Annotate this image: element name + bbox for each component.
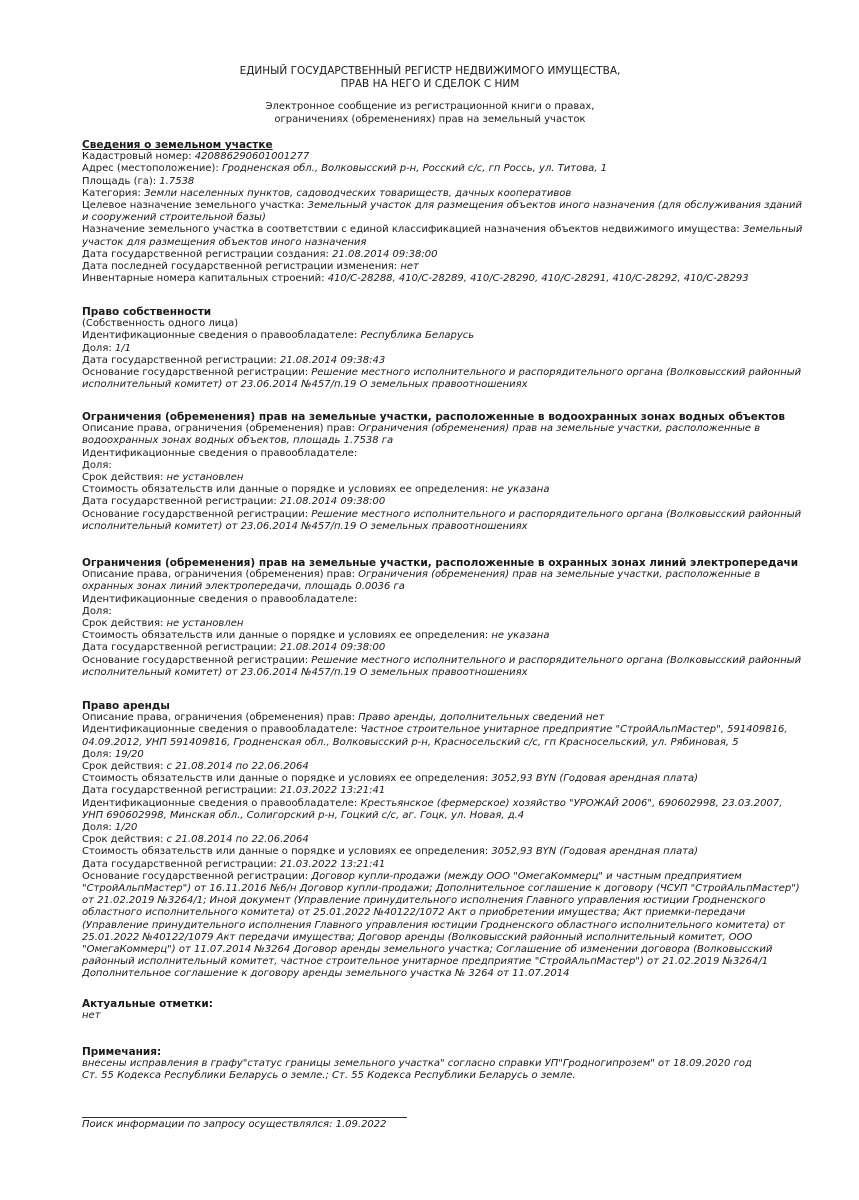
marks-heading: Актуальные отметки: (82, 998, 213, 1010)
document-subtitle: Электронное сообщение из регистрационной книги о правах, ограничениях (обременениях) прав на земельный участок (265, 101, 595, 125)
lease-holder1-term: Срок действия: с 21.08.2014 по 22.06.2064 (82, 761, 309, 773)
change-date: Дата последней государственной регистрации изменения: нет (82, 261, 419, 273)
water-share: Доля: (82, 459, 112, 471)
water-reg-basis: Основание государственной регистрации: Решение местного исполнительного и распорядительного органа (Волковысский районный исполнительный комитет) от 23.06.2014 №457/п.19 О земельных правоотношениях (82, 508, 802, 532)
water-zone-section (82, 411, 804, 533)
land-heading: Сведения о земельном участке (82, 139, 273, 151)
power-holder-id: Идентификационные сведения о правообладателе: (82, 593, 358, 605)
lease-holder1-reg-date: Дата государственной регистрации: 21.03.2022 13:21:41 (82, 785, 386, 797)
water-desc: Описание права, ограничения (обременения) прав: Ограничения (обременения) прав на земельные участки, расположенные в водоохранных зонах водных объектов, площадь 1.7538 га (82, 423, 761, 447)
water-zone-heading: Ограничения (обременения) прав на земельные участки, расположенные в водоохранных зонах водных объектов (82, 411, 785, 423)
lease-holder1-cost: Стоимость обязательств или данные о порядке и условиях ее определения: 3052,93 BYN (Годовая арендная плата) (82, 773, 699, 785)
lease-holder2-term: Срок действия: с 21.08.2014 по 22.06.2064 (82, 834, 309, 846)
creation-date: Дата государственной регистрации создания: 21.08.2014 09:38:00 (82, 248, 438, 260)
power-zone-heading: Ограничения (обременения) прав на земельные участки, расположенные в охранных зонах линий электропередачи (82, 557, 799, 569)
ownership-type: (Собственность одного лица) (82, 318, 239, 330)
area: Площадь (га): 1.7538 (82, 175, 195, 187)
power-desc: Описание права, ограничения (обременения) прав: Ограничения (обременения) прав на земельные участки, расположенные в охранных зонах линий электропередачи, площадь 0.0036 га (82, 569, 761, 593)
marks-value: нет (82, 1010, 101, 1022)
lease-section (82, 700, 804, 981)
inventory-numbers: Инвентарные номера капитальных строений: 410/C-28288, 410/C-28289, 410/C-28290, 410/C-28291, 410/C-28292, 410/C-28293 (82, 273, 749, 285)
land-section (82, 139, 804, 285)
lease-holder2-id: Идентификационные сведения о правообладателе: Крестьянское (фермерское) хозяйство "УРОЖАЙ 2006", 690602998, 23.03.2007, УНП 690602998, Минская обл., Солигорский р-н, Гоцкий с/с, аг. Гоцк, ул. Новая, д.4 (82, 797, 783, 821)
footer-divider (82, 1117, 407, 1118)
notes-section (82, 1046, 804, 1083)
lease-holder1-share: Доля: 19/20 (82, 748, 144, 760)
marks-section (82, 998, 804, 1022)
ownership-section (82, 306, 804, 391)
search-date-footer: Поиск информации по запросу осуществлялся: 1.09.2022 (82, 1119, 387, 1130)
owner-reg-date: Дата государственной регистрации: 21.08.2014 09:38:43 (82, 354, 386, 366)
lease-holder2-reg-date: Дата государственной регистрации: 21.03.2022 13:21:41 (82, 858, 386, 870)
water-term: Срок действия: не установлен (82, 472, 244, 484)
power-zone-section (82, 557, 804, 679)
lease-reg-basis: Основание государственной регистрации: Договор купли-продажи (между ООО "ОмегаКоммерц" и частным предприятием "СтройАльпМастер") от 16.11.2016 №6/н Договор купли-продажи; Дополнительное соглашение к договору (ЧСУП "СтройАльпМастер") от 21.02.2019 №3264/1; Иной документ (Управление принудительного исполнения Главного управления юстиции Гродненского областного исполнительного комитета) от 25.01.2022 №40122/1072 Акт о приобретении имущества; Акт приемки-передачи (Управление принудительного исполнения Главного управления юстиции Гродненского областного исполнительного комитета) от 25.01.2022 №40122/1079 Акт передачи имущества; Договор аренды (Волковысский районный исполнительный комитет, ООО "ОмегаКоммерц") от 11.07.2014 №3264 Договор аренды земельного участка; Соглашение об изменении договора (Волковысский районный исполнительный комитет, частное строительное унитарное предприятие "СтройАльпМастер") от 21.02.2019 №3264/1 Дополнительное соглашение к договору аренды земельного участка № 3264 от 11.07.2014 (82, 870, 800, 980)
lease-heading: Право аренды (82, 700, 170, 712)
power-reg-date: Дата государственной регистрации: 21.08.2014 09:38:00 (82, 642, 386, 654)
power-term: Срок действия: не установлен (82, 618, 244, 630)
lease-holder2-cost: Стоимость обязательств или данные о порядке и условиях ее определения: 3052,93 BYN (Годовая арендная плата) (82, 846, 699, 858)
power-cost: Стоимость обязательств или данные о порядке и условиях ее определения: не указана (82, 630, 550, 642)
power-share: Доля: (82, 605, 112, 617)
notes-line-2: Ст. 55 Кодекса Республики Беларусь о земле.; Ст. 55 Кодекса Республики Беларусь о земле. (82, 1070, 576, 1082)
notes-line-1: внесены исправления в графу"статус границы земельного участка" согласно справки УП"Гродногипрозем" от 18.09.2020 год (82, 1058, 752, 1070)
water-cost: Стоимость обязательств или данные о порядке и условиях ее определения: не указана (82, 484, 550, 496)
cadastral-number: Кадастровый номер: 420886290601001277 (82, 151, 310, 163)
document-title: ЕДИНЫЙ ГОСУДАРСТВЕННЫЙ РЕГИСТР НЕДВИЖИМОГО ИМУЩЕСТВА, ПРАВ НА НЕГО И СДЕЛОК С НИМ (239, 65, 621, 90)
owner-id: Идентификационные сведения о правообладателе: Республика Беларусь (82, 330, 475, 342)
water-holder-id: Идентификационные сведения о правообладателе: (82, 447, 358, 459)
owner-share: Доля: 1/1 (82, 342, 131, 354)
lease-desc: Описание права, ограничения (обременения) прав: Право аренды, дополнительных сведений нет (82, 712, 605, 724)
ownership-heading: Право собственности (82, 306, 212, 318)
notes-heading: Примечания: (82, 1046, 162, 1058)
lease-holder2-share: Доля: 1/20 (82, 822, 138, 834)
water-reg-date: Дата государственной регистрации: 21.08.2014 09:38:00 (82, 496, 386, 508)
power-reg-basis: Основание государственной регистрации: Решение местного исполнительного и распорядительного органа (Волковысский районный исполнительный комитет) от 23.06.2014 №457/п.19 О земельных правоотношениях (82, 654, 802, 678)
owner-reg-basis: Основание государственной регистрации: Решение местного исполнительного и распорядительного органа (Волковысский районный исполнительный комитет) от 23.06.2014 №457/п.19 О земельных правоотношениях (82, 367, 802, 391)
lease-holder1-id: Идентификационные сведения о правообладателе: Частное строительное унитарное предприятие "СтройАльпМастер", 591409816, 04.09.2012, УНП 591409816, Гродненская обл., Волковысский р-н, Красносельский с/с, гп Красносельский, ул. Рябиновая, 5 (82, 724, 788, 748)
category: Категория: Земли населенных пунктов, садоводческих товариществ, дачных кооперативов (82, 187, 572, 199)
classification: Назначение земельного участка в соответствии с единой классификацией назначения объектов недвижимого имущества: Земельный участок для размещения объектов иного назначения (82, 224, 803, 248)
address: Адрес (местоположение): Гродненская обл., Волковысский р-н, Росский с/с, гп Россь, ул. Титова, 1 (82, 163, 607, 175)
purpose: Целевое назначение земельного участка: Земельный участок для размещения объектов иного назначения (для обслуживания зданий и сооружений строительной базы) (82, 200, 802, 224)
